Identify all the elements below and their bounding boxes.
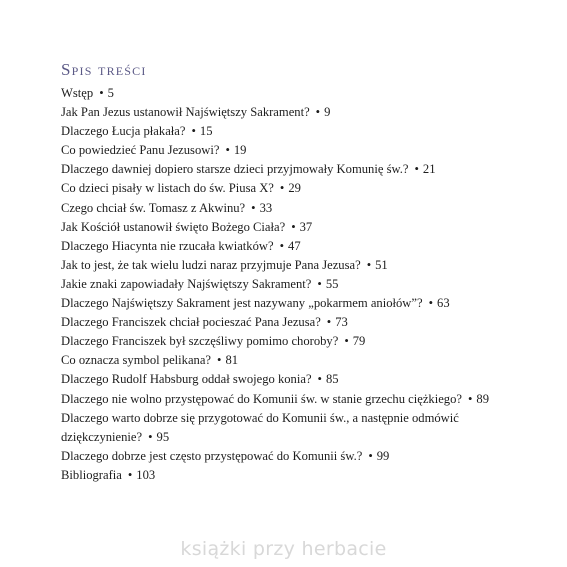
toc-entry-title: Co powiedzieć Panu Jezusowi? [61,143,220,158]
toc-list [61,84,521,485]
toc-entry-title: Dlaczego Łucja płakała? [61,124,186,139]
toc-separator-bullet: • [99,86,104,100]
toc-entry-title: Jak Kościół ustanowił święto Bożego Ciała? [61,219,286,234]
toc-entry-page-number: 89 [476,391,490,406]
toc-entry-page-number: 63 [437,296,450,311]
toc-separator-bullet: • [251,200,256,215]
toc-separator-bullet: • [368,448,373,463]
toc-separator-bullet: • [291,219,296,234]
toc-entry-page-number: 19 [233,143,247,158]
toc-entry-page-number: 99 [376,448,390,463]
toc-entry-title: Dlaczego Rudolf Habsburg oddał swojego konia? [61,372,312,387]
toc-entry-title: Dlaczego dobrze jest często przystępować do Komunii św.? [61,448,363,463]
toc-entry-page-number: 79 [352,334,366,349]
toc-entry-page-number: 81 [225,353,239,368]
toc-separator-bullet: • [225,143,230,158]
toc-entry [61,103,521,122]
toc-entry-title: Wstęp [61,86,94,100]
toc-entry-page-number: 51 [375,257,388,272]
toc-separator-bullet: • [428,296,434,311]
toc-separator-bullet: • [315,105,321,120]
toc-heading: Spis treści [61,60,147,79]
toc-separator-bullet: • [468,391,473,406]
toc-separator-bullet: • [279,181,285,196]
toc-separator-bullet: • [326,315,332,330]
toc-entry-title: Jak Pan Jezus ustanowił Najświętszy Sakrament? [61,105,310,120]
toc-entry [61,122,521,141]
toc-entry-title: Dlaczego Franciszek był szczęśliwy pomimo choroby? [61,334,339,349]
toc-entry-title: Dlaczego Franciszek chciał pocieszać Pana Jezusa? [61,315,321,330]
toc-entry [61,351,521,370]
toc-entry-page-number: 37 [299,219,313,234]
toc-entry-page-number: 47 [288,238,301,253]
toc-entry [61,332,521,351]
toc-entry [61,370,521,389]
toc-entry-title: Dlaczego dawniej dopiero starsze dzieci przyjmowały Komunię św.? [61,162,409,177]
toc-entry-page-number: 15 [199,124,213,139]
watermark-text: książki przy herbacie [180,538,387,560]
toc-entry [61,275,521,294]
toc-separator-bullet: • [317,372,322,387]
toc-entry-page-number: 9 [324,105,331,120]
toc-separator-bullet: • [344,334,349,349]
toc-entry [61,466,521,485]
toc-entry-title: Dlaczego nie wolno przystępować do Komunii św. w stanie grzechu ciężkiego? [61,391,462,406]
toc-separator-bullet: • [414,162,419,177]
toc-entry [61,294,521,313]
toc-separator-bullet: • [148,429,153,444]
toc-separator-bullet: • [317,276,322,291]
toc-entry [61,313,521,332]
toc-separator-bullet: • [366,257,372,272]
toc-entry [61,141,521,160]
toc-entry-page-number: 55 [325,276,339,291]
toc-separator-bullet: • [127,467,133,482]
toc-entry-title: Dlaczego warto dobrze się przygotować do Komunii św., a następnie odmówić dziękczynienie? [61,410,459,444]
toc-entry [61,409,521,447]
toc-entry [61,218,521,237]
toc-entry-title: Dlaczego Hiacynta nie rzucała kwiatków? [61,238,274,253]
toc-entry [61,84,521,103]
toc-entry-page-number: 33 [259,200,273,215]
toc-entry [61,199,521,218]
toc-entry-title: Dlaczego Najświętszy Sakrament jest nazywany „pokarmem aniołów”? [61,296,423,311]
toc-entry-title: Jakie znaki zapowiadały Najświętszy Sakrament? [61,276,312,291]
toc-entry [61,179,521,198]
toc-entry-page-number: 103 [136,467,156,482]
toc-entry [61,390,521,409]
toc-entry-title: Czego chciał św. Tomasz z Akwinu? [61,200,246,215]
toc-entry-page-number: 95 [156,429,170,444]
toc-separator-bullet: • [217,353,222,368]
toc-separator-bullet: • [191,124,196,139]
toc-entry-title: Jak to jest, że tak wielu ludzi naraz przyjmuje Pana Jezusa? [61,257,361,272]
toc-entry-page-number: 85 [325,372,339,387]
toc-entry [61,256,521,275]
toc-separator-bullet: • [279,238,285,253]
toc-entry-page-number: 73 [335,315,348,330]
toc-entry-title: Bibliografia [61,467,122,482]
toc-entry-title: Co dzieci pisały w listach do św. Piusa X? [61,181,274,196]
toc-entry [61,160,521,179]
toc-entry [61,447,521,466]
toc-entry-page-number: 29 [288,181,301,196]
toc-entry-page-number: 21 [422,162,436,177]
toc-entry-page-number: 5 [107,86,114,100]
toc-entry [61,237,521,256]
toc-entry-title: Co oznacza symbol pelikana? [61,353,212,368]
